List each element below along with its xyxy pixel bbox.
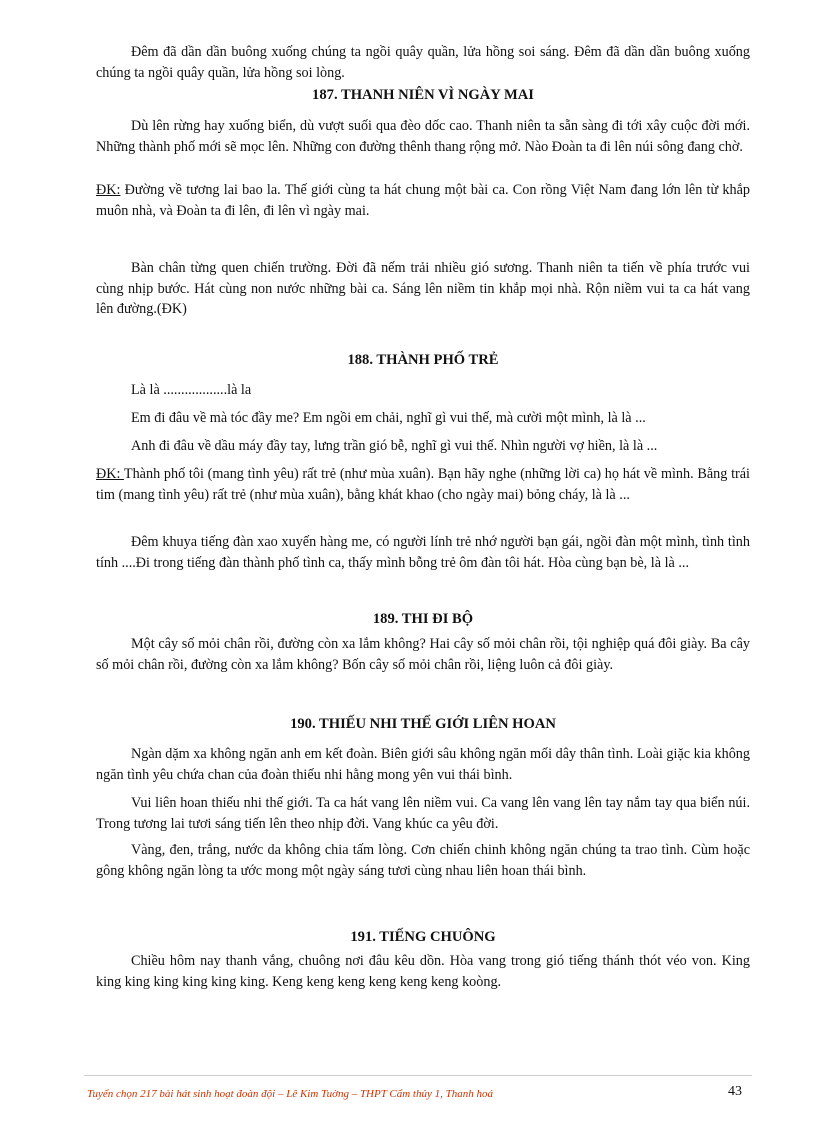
song-187-verse-2: Bàn chân từng quen chiến trường. Đời đã nếm trải nhiều gió sương. Thanh niên ta tiến về phía trước vui cùng nhịp bước. Hát cùng non nước những bài ca. Sáng lên niềm tin khắp mọi nhà. Rộn niềm vui ta ca hát vang lên đường.(ĐK)	[96, 260, 750, 318]
footer-divider	[84, 1075, 752, 1076]
song-188-line-3: Anh đi đâu về dầu máy đầy tay, lưng trần gió bễ, nghĩ gì vui thế. Nhìn người vợ hiền, là là ...	[131, 438, 658, 454]
song-188-title: 188. THÀNH PHỐ TRẺ	[347, 352, 499, 368]
song-186-continuation: Đêm đã dần dần buông xuống chúng ta ngồi quây quần, lửa hồng soi sáng. Đêm đã dần dần buông xuống chúng ta ngồi quây quần, lửa hồng soi lòng.	[96, 44, 750, 81]
song-190-title: 190. THIẾU NHI THẾ GIỚI LIÊN HOAN	[290, 716, 556, 732]
song-188-chorus	[96, 464, 750, 505]
song-188-line-1: Là là ..................là la	[131, 382, 252, 398]
song-187-verse-1: Dù lên rừng hay xuống biển, dù vượt suối qua đèo dốc cao. Thanh niên ta sẵn sàng đi tới xây cuộc đời mới. Những thành phố mới sẽ mọc lên. Những con đường thênh thang rộng mở. Nào Đoàn ta đi lên núi sông đang chờ.	[96, 118, 750, 155]
footer-caption: Tuyển chọn 217 bài hát sinh hoạt đoàn đội – Lê Kim Tuờng – THPT Cẩm thủy 1, Thanh hoá	[87, 1088, 493, 1100]
chorus-label: ĐK:	[96, 466, 124, 482]
song-187-chorus	[96, 180, 750, 221]
song-190-verse-1: Ngàn dặm xa không ngăn anh em kết đoàn. Biên giới sâu không ngăn mối dây thân tình. Loài giặc kia không ngăn tình yêu chứa chan của đoàn thiếu nhi hằng mong yên vui thái bình.	[96, 746, 750, 783]
chorus-text: Đường về tương lai bao la. Thế giới cùng ta hát chung một bài ca. Con rồng Việt Nam đang lớn lên từ khắp muôn nhà, và Đoàn ta đi lên, đi lên vì ngày mai.	[96, 182, 750, 219]
chorus-label: ĐK:	[96, 182, 121, 198]
song-191-verse: Chiều hôm nay thanh vắng, chuông nơi đâu kêu dồn. Hòa vang trong gió tiếng thánh thót véo von. King king king king king king king. Keng keng keng keng keng keng koòng.	[96, 953, 750, 990]
song-188-verse-2: Đêm khuya tiếng đàn xao xuyến hàng me, có người lính trẻ nhớ người bạn gái, ngồi đàn một mình, tình tình tính ....Đi trong tiếng đàn thành phố tình ca, thấy mình bỗng trẻ ôm đàn tôi hát. Hòa cùng bạn bè, là là ...	[96, 534, 750, 571]
song-188-line-2: Em đi đâu về mà tóc đầy me? Em ngồi em chải, nghĩ gì vui thế, mà cười một mình, là là ...	[131, 410, 646, 426]
song-191-title: 191. TIẾNG CHUÔNG	[350, 929, 496, 945]
song-190-verse-3: Vàng, đen, trắng, nước da không chia tấm lòng. Cơn chiến chinh không ngăn chúng ta trao tình. Cùm hoặc gông không ngăn lòng ta ước mong một ngày sáng tươi cùng nhau liên hoan thái bình.	[96, 842, 750, 879]
song-187-title: 187. THANH NIÊN VÌ NGÀY MAI	[312, 87, 534, 103]
song-189-verse: Một cây số mỏi chân rồi, đường còn xa lắm không? Hai cây số mỏi chân rồi, tội nghiệp quá đôi giày. Ba cây số mỏi chân rồi, đường còn xa lắm không? Bốn cây số mỏi chân rồi, liệng luôn cả đôi giày.	[96, 636, 750, 673]
song-190-verse-2: Vui liên hoan thiếu nhi thế giới. Ta ca hát vang lên niềm vui. Ca vang lên vang lên tay nắm tay qua biển núi. Trong tương lai tươi sáng tiến lên theo nhịp đời. Vang khúc ca yêu đời.	[96, 795, 750, 832]
song-189-title: 189. THI ĐI BỘ	[372, 611, 474, 627]
page-number: 43	[728, 1084, 742, 1099]
chorus-text: Thành phố tôi (mang tình yêu) rất trẻ (như mùa xuân). Bạn hãy nghe (những lời ca) họ hát về mình. Bằng trái tim (mang tình yêu) rất trẻ (như mùa xuân), bằng khát khao (cho ngày mai) bỏng cháy, là là ...	[96, 466, 750, 503]
